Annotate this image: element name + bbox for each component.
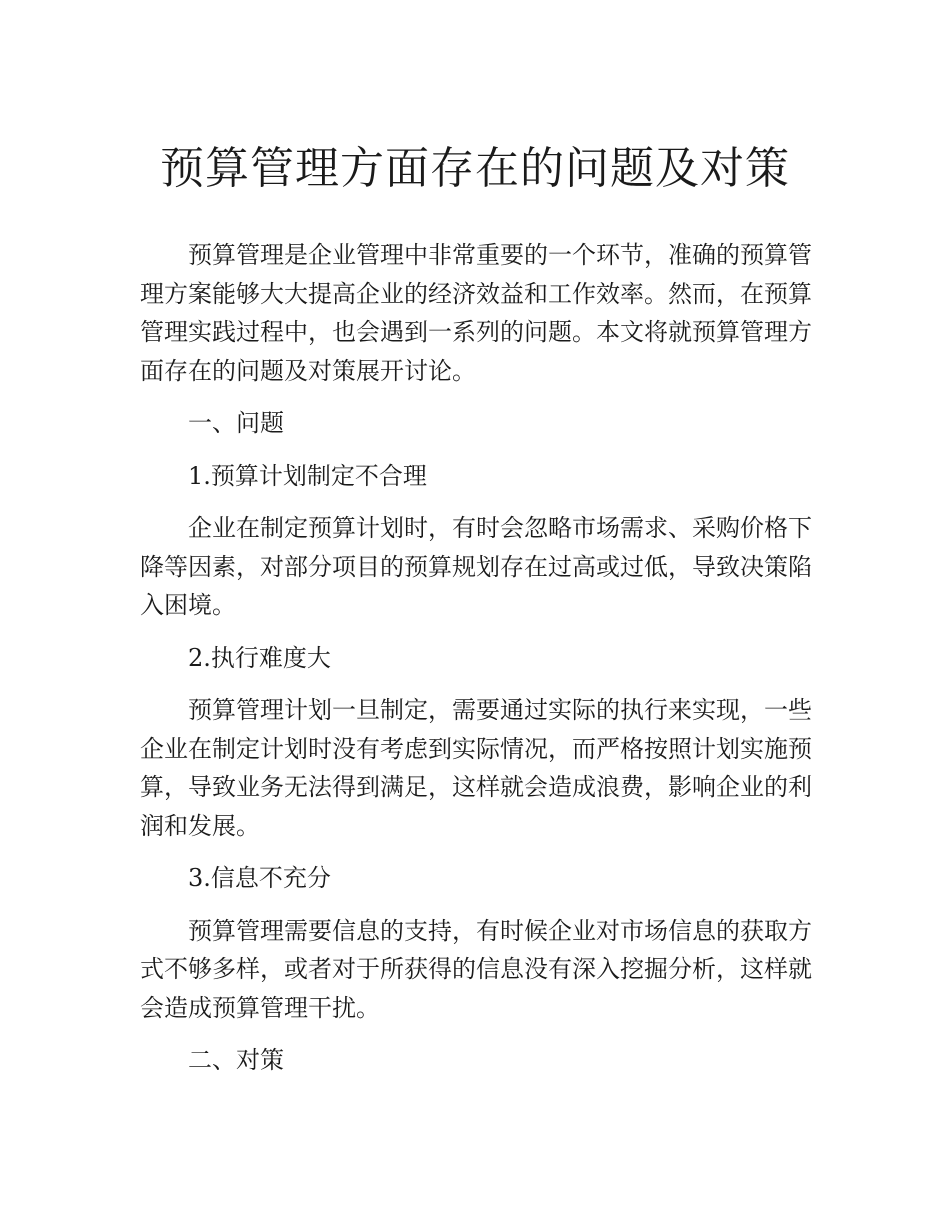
section-heading-solutions: 二、对策 bbox=[188, 1046, 284, 1074]
item-paragraph-3: 预算管理需要信息的支持，有时候企业对市场信息的获取方式不够多样，或者对于所获得的信息没有深入挖掘分析，这样就会造成预算管理干扰。 bbox=[140, 916, 812, 1022]
section-heading-problems: 一、问题 bbox=[188, 409, 284, 437]
item-paragraph-1: 企业在制定预算计划时，有时会忽略市场需求、采购价格下降等因素，对部分项目的预算规划存在过高或过低，导致决策陷入困境。 bbox=[140, 514, 812, 619]
item-paragraph-2: 预算管理计划一旦制定，需要通过实际的执行来实现，一些企业在制定计划时没有考虑到实际情况，而严格按照计划实施预算，导致业务无法得到满足，这样就会造成浪费，影响企业的利润和发展。 bbox=[140, 696, 812, 840]
document-title: 预算管理方面存在的问题及对策 bbox=[160, 143, 790, 194]
item-heading-2: 2.执行难度大 bbox=[188, 643, 331, 672]
item-heading-1: 1.预算计划制定不合理 bbox=[188, 461, 427, 490]
item-heading-3: 3.信息不充分 bbox=[188, 864, 331, 892]
document-body bbox=[140, 236, 812, 1094]
intro-paragraph: 预算管理是企业管理中非常重要的一个环节，准确的预算管理方案能够大大提高企业的经济效益和工作效率。然而，在预算管理实践过程中，也会遇到一系列的问题。本文将就预算管理方面存在的问题及对策展开讨论。 bbox=[140, 241, 812, 385]
